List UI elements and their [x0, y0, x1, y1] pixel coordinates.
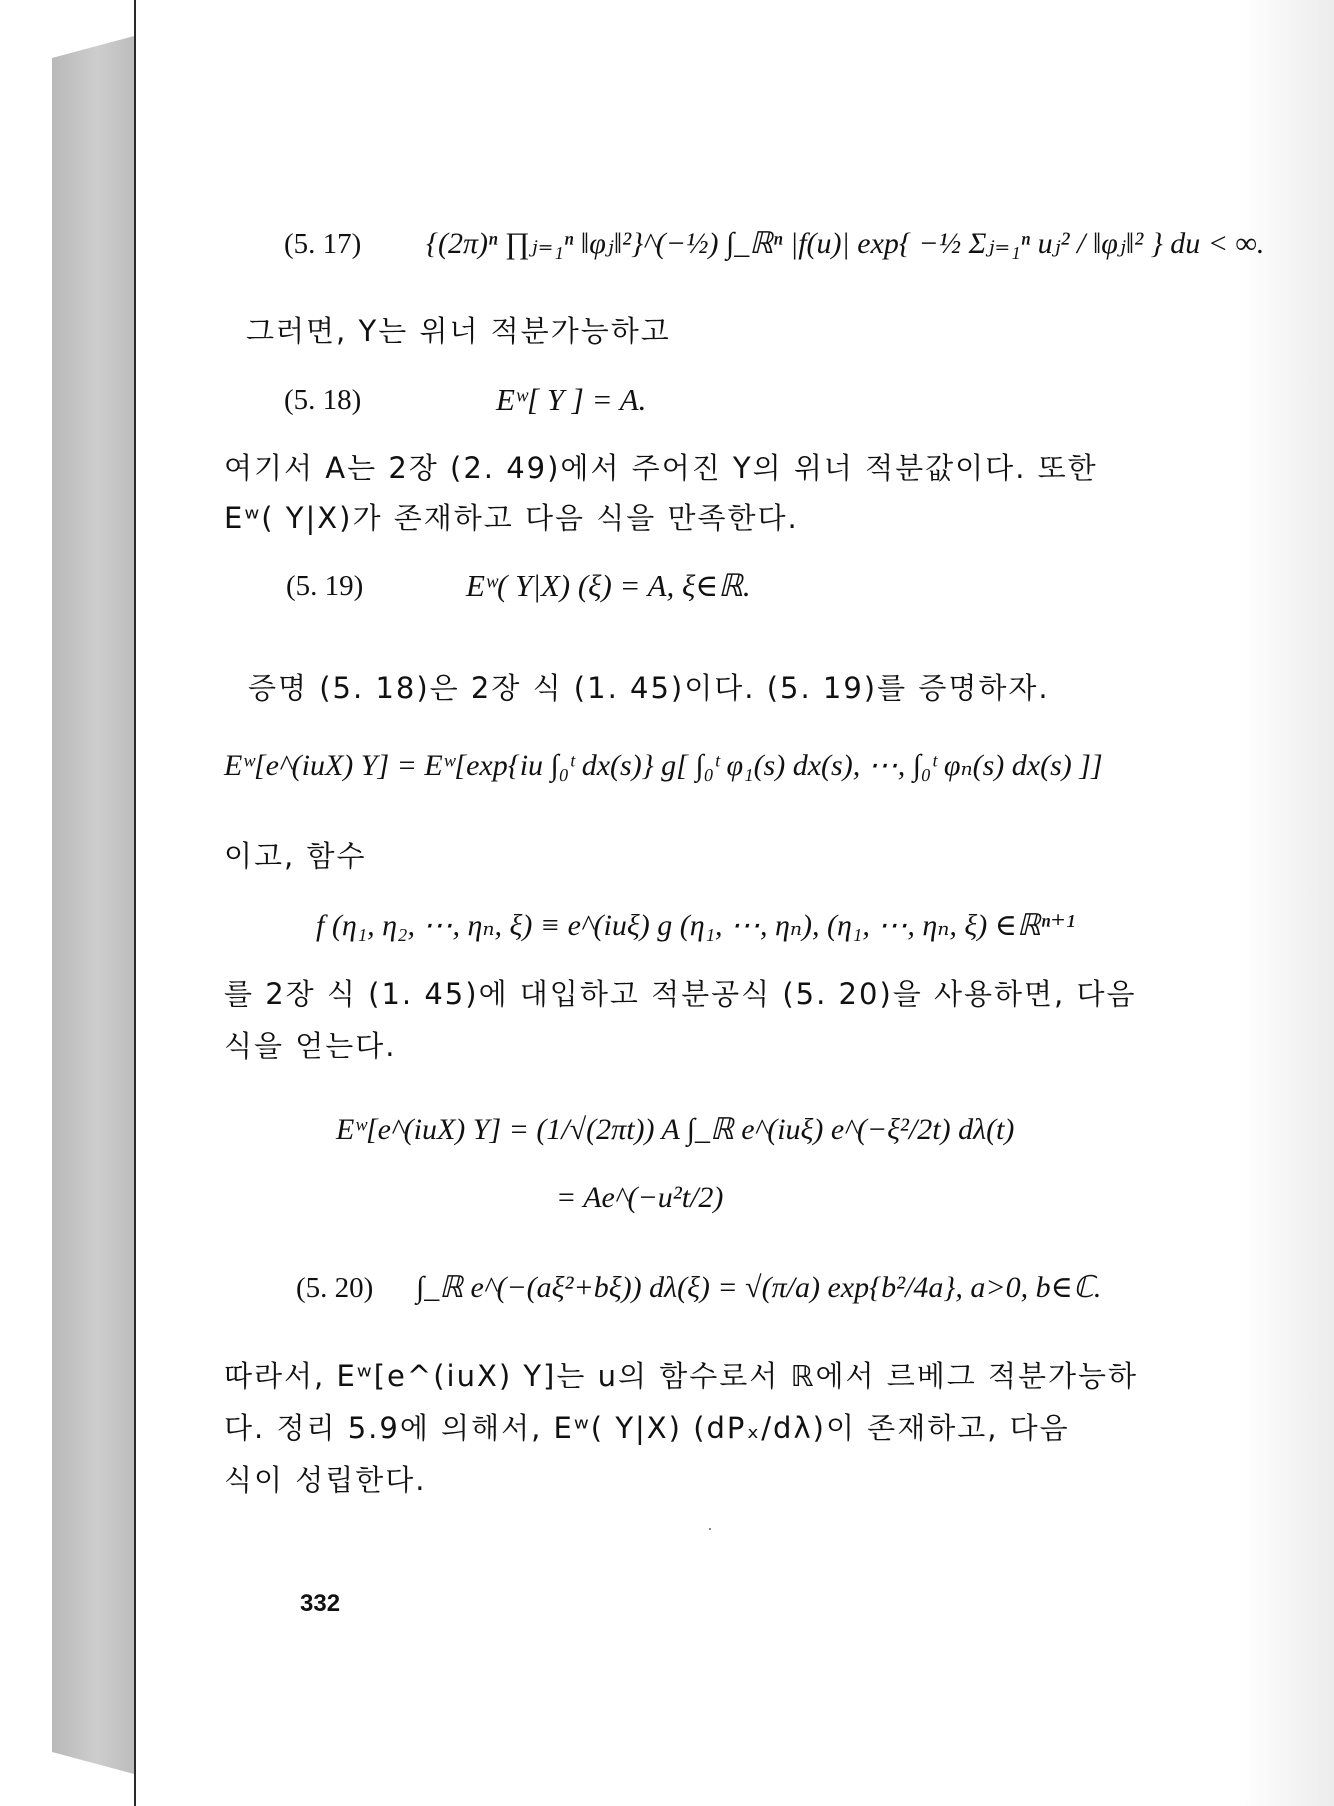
- equation-number-5-20: (5. 20): [296, 1272, 374, 1304]
- equation-5-19: Eʷ( Y|X) (ξ) = A, ξ∈ℝ.: [466, 568, 751, 603]
- equation-number-5-18: (5. 18): [284, 384, 362, 416]
- equation-display-result: = Ae^(−u²t/2): [556, 1181, 724, 1214]
- equation-number-5-17: (5. 17): [284, 228, 362, 260]
- equation-function-definition: f (η₁, η₂, ⋯, ηₙ, ξ) ≡ e^(iuξ) g (η₁, ⋯, ηₙ), (η₁, ⋯, ηₙ, ξ) ∈ℝⁿ⁺¹: [316, 909, 1075, 942]
- text-line-substitute: 를 2장 식 (1. 45)에 대입하고 적분공식 (5. 20)을 사용하면, 다음: [224, 977, 1137, 1011]
- equation-number-5-19: (5. 19): [286, 570, 364, 602]
- equation-5-18: Eʷ[ Y ] = A.: [496, 382, 647, 417]
- equation-expectation-expansion: Eʷ[e^(iuX) Y] = Eʷ[exp{iu ∫₀ᵗ dx(s)} g[ ∫₀ᵗ φ₁(s) dx(s), ⋯, ∫₀ᵗ φₙ(s) dx(s) ]]: [224, 749, 1103, 782]
- text-line-obtain: 식을 얻는다.: [224, 1029, 397, 1063]
- equation-5-17: {(2π)ⁿ ∏ⱼ₌₁ⁿ ‖φⱼ‖²}^(−½) ∫_ℝⁿ |f(u)| exp{ −½ Σⱼ₌₁ⁿ uⱼ² / ‖φⱼ‖² } du < ∞.: [426, 227, 1265, 260]
- text-line-therefore-lebesgue: 따라서, Eʷ[e^(iuX) Y]는 u의 함수로서 ℝ에서 르베그 적분가능하: [224, 1359, 1139, 1393]
- book-spine-edge: [52, 36, 134, 1774]
- text-line-holds: 식이 성립한다.: [224, 1463, 427, 1497]
- equation-5-20: ∫_ℝ e^(−(aξ²+bξ)) dλ(ξ) = √(π/a) exp{b²/4a}, a>0, b∈ℂ.: [416, 1271, 1102, 1304]
- page-number: 332: [300, 1590, 341, 1617]
- scan-speck: [709, 1528, 711, 1530]
- equation-display-integral: Eʷ[e^(iuX) Y] = (1/√(2πt)) A ∫_ℝ e^(iuξ) e^(−ξ²/2t) dλ(t): [336, 1113, 1015, 1146]
- text-line-proof: 증명 (5. 18)은 2장 식 (1. 45)이다. (5. 19)를 증명하자.: [248, 671, 1050, 705]
- book-page: [136, 0, 1334, 1806]
- text-line-and-function: 이고, 함수: [224, 839, 367, 873]
- text-line-by-theorem: 다. 정리 5.9에 의해서, Eʷ( Y|X) (dPₓ/dλ)이 존재하고, 다음: [224, 1411, 1070, 1445]
- text-line-then-wiener-integrable: 그러면, Y는 위너 적분가능하고: [246, 314, 671, 348]
- text-line-where-a-is: 여기서 A는 2장 (2. 49)에서 주어진 Y의 위너 적분값이다. 또한: [224, 451, 1098, 485]
- text-line-conditional-exists: Eʷ( Y|X)가 존재하고 다음 식을 만족한다.: [224, 501, 799, 535]
